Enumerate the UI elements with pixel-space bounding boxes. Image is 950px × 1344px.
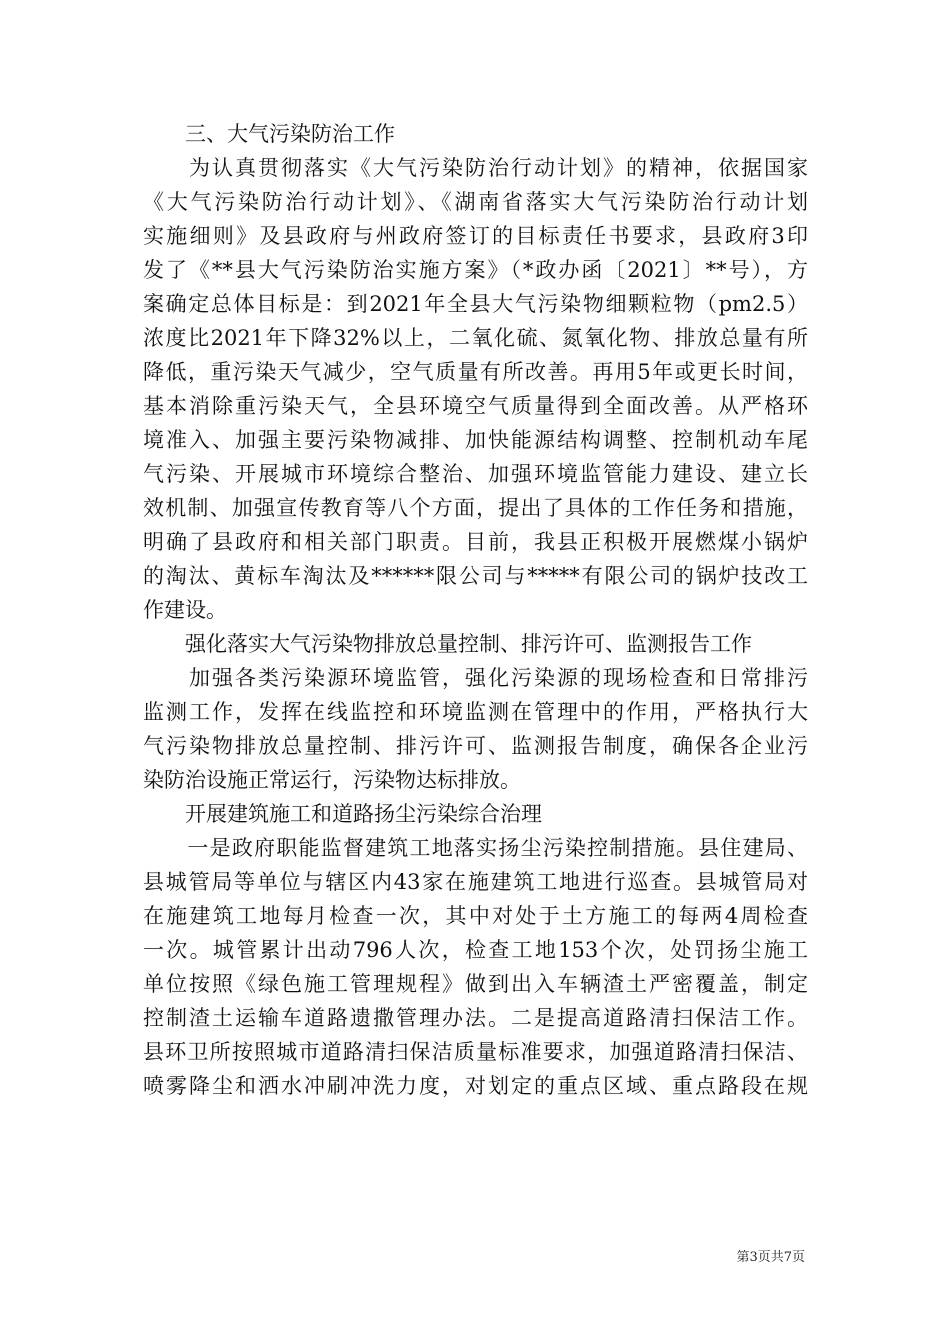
paragraph-line: 气污染、开展城市环境综合整治、加强环境监管能力建设、建立长 [143,462,808,486]
paragraph-line: 基本消除重污染天气，全县环境空气质量得到全面改善。从严格环 [143,394,808,418]
document-body [143,117,808,1103]
paragraph-line: 为认真贯彻落实《大气污染防治行动计划》的精神，依据国家 [143,156,808,180]
paragraph-line: 一是政府职能监督建筑工地落实扬尘污染控制措施。县住建局、 [143,836,808,860]
paragraph-line: 加强各类污染源环境监管，强化污染源的现场检查和日常排污 [143,666,808,690]
paragraph-line: 明确了县政府和相关部门职责。目前，我县正积极开展燃煤小锅炉 [143,530,808,554]
paragraph-line: 《大气污染防治行动计划》、《湖南省落实大气污染防治行动计划 [143,190,808,214]
section-heading: 强化落实大气污染物排放总量控制、排污许可、监测报告工作 [143,632,752,656]
paragraph-line: 喷雾降尘和洒水冲刷冲洗力度，对划定的重点区域、重点路段在规 [143,1074,808,1098]
paragraph-line: 案确定总体目标是：到2021年全县大气污染物细颗粒物（pm2.5） [143,292,808,316]
paragraph-line: 县环卫所按照城市道路清扫保洁质量标准要求，加强道路清扫保洁、 [143,1040,808,1064]
paragraph-line: 境准入、加强主要污染物减排、加快能源结构调整、控制机动车尾 [143,428,808,452]
paragraph-line: 降低，重污染天气减少，空气质量有所改善。再用5年或更长时间， [143,360,808,384]
paragraph-line: 染防治设施正常运行，污染物达标排放。 [143,768,521,792]
paragraph-line: 作建设。 [143,598,227,622]
section-heading: 三、大气污染防治工作 [143,122,395,146]
paragraph-line: 效机制、加强宣传教育等八个方面，提出了具体的工作任务和措施， [143,496,808,520]
paragraph-line: 监测工作，发挥在线监控和环境监测在管理中的作用，严格执行大 [143,700,808,724]
section-heading: 开展建筑施工和道路扬尘污染综合治理 [143,802,542,826]
paragraph-line: 的淘汰、黄标车淘汰及******限公司与*****有限公司的锅炉技改工 [143,564,808,588]
page-number: 第3页共7页 [736,1250,805,1265]
paragraph-line: 在施建筑工地每月检查一次，其中对处于土方施工的每两4周检查 [143,904,808,928]
paragraph-line: 县城管局等单位与辖区内43家在施建筑工地进行巡查。县城管局对 [143,870,808,894]
paragraph-line: 控制渣土运输车道路遗撒管理办法。二是提高道路清扫保洁工作。 [143,1006,808,1030]
paragraph-line: 发了《**县大气污染防治实施方案》（*政办函〔2021〕**号），方 [143,258,808,282]
paragraph-line: 一次。城管累计出动796人次，检查工地153个次，处罚扬尘施工 [143,938,808,962]
paragraph-line: 浓度比2021年下降32%以上，二氧化硫、氮氧化物、排放总量有所 [143,326,808,350]
paragraph-line: 单位按照《绿色施工管理规程》做到出入车辆渣土严密覆盖，制定 [143,972,808,996]
paragraph-line: 气污染物排放总量控制、排污许可、监测报告制度，确保各企业污 [143,734,808,758]
paragraph-line: 实施细则》及县政府与州政府签订的目标责任书要求，县政府3印 [143,224,808,248]
